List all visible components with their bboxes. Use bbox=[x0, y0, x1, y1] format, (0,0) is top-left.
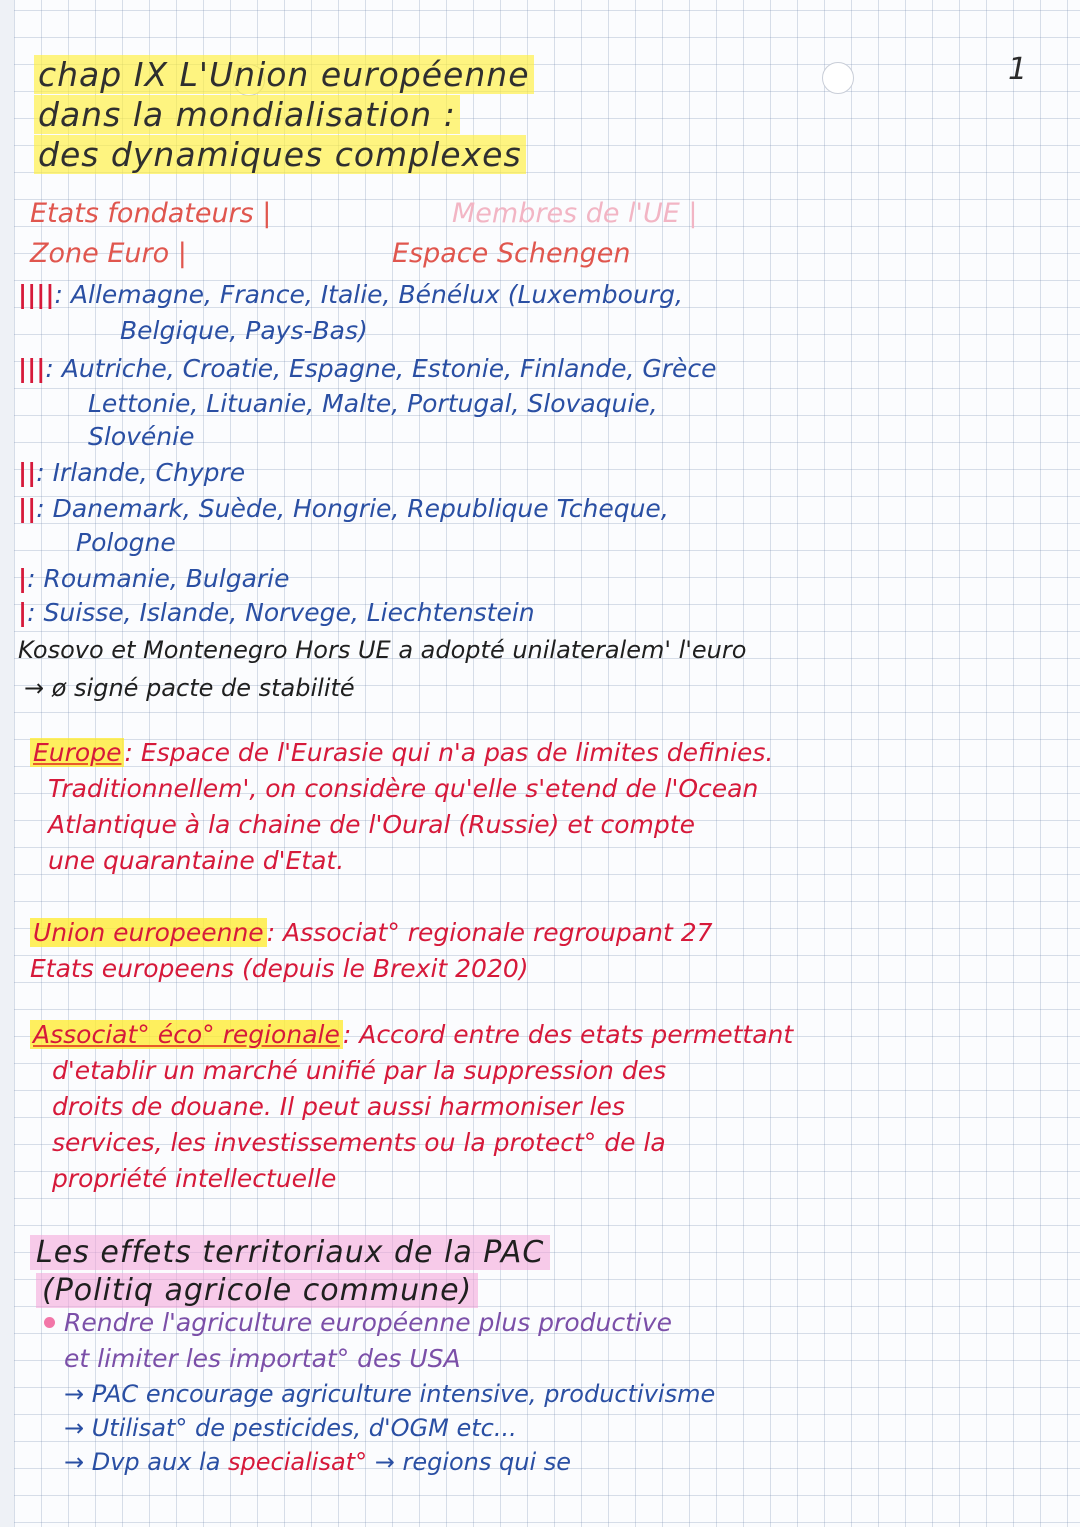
group-one-mark-a: |: Roumanie, Bulgarie bbox=[18, 564, 290, 593]
page-number: 1 bbox=[1008, 52, 1028, 87]
page-margin bbox=[0, 0, 14, 1527]
definition-europe-line-4: une quarantaine d'Etat. bbox=[48, 846, 345, 875]
group-three-marks-line-3: Slovénie bbox=[88, 422, 195, 451]
pac-arrow-item-3: → Dvp aux la specialisat° → regions qui se bbox=[64, 1448, 572, 1476]
group-three-marks-line-2: Lettonie, Lituanie, Malte, Portugal, Slovaquie, bbox=[88, 389, 658, 418]
bullet-dot-icon bbox=[44, 1317, 55, 1328]
group-one-mark-b: |: Suisse, Islande, Norvege, Liechtenstein bbox=[18, 598, 535, 627]
chapter-title-line-3: des dynamiques complexes bbox=[34, 138, 526, 171]
punch-hole bbox=[822, 62, 854, 94]
definition-assoc-line-3: droits de douane. Il peut aussi harmoniser les bbox=[52, 1092, 625, 1121]
legend-founders: Etats fondateurs | bbox=[30, 198, 272, 229]
definition-assoc-line-2: d'etablir un marché unifié par la suppression des bbox=[52, 1056, 667, 1085]
pac-arrow-item-1: → PAC encourage agriculture intensive, productivisme bbox=[64, 1380, 716, 1408]
definition-assoc-line-4: services, les investissements ou la protect° de la bbox=[52, 1128, 666, 1157]
kosovo-note-line-1: Kosovo et Montenegro Hors UE a adopté unilateralem' l'euro bbox=[18, 636, 747, 664]
definition-europe-line-3: Atlantique à la chaine de l'Oural (Russie) et compte bbox=[48, 810, 695, 839]
group-four-marks-line-2: Belgique, Pays-Bas) bbox=[120, 316, 368, 345]
pac-bullet-line-1: Rendre l'agriculture européenne plus productive bbox=[64, 1308, 672, 1337]
kosovo-note-line-2: → ø signé pacte de stabilité bbox=[24, 674, 355, 702]
chapter-title-line-2: dans la mondialisation : bbox=[34, 98, 460, 131]
group-four-marks-line-1: ||||: Allemagne, France, Italie, Bénélux (Luxembourg, bbox=[18, 280, 683, 309]
group-two-marks-a: ||: Irlande, Chypre bbox=[18, 458, 246, 487]
pac-arrow-item-2: → Utilisat° de pesticides, d'OGM etc... bbox=[64, 1414, 517, 1442]
legend-euro: Zone Euro | bbox=[30, 238, 187, 269]
definition-ue-line-1: Union europeenne : Associat° regionale regroupant 27 bbox=[30, 920, 713, 945]
legend-schengen: Espace Schengen bbox=[392, 238, 631, 269]
definition-europe-line-1: Europe : Espace de l'Eurasie qui n'a pas de limites definies. bbox=[30, 740, 773, 765]
definition-assoc-line-5: propriété intellectuelle bbox=[52, 1164, 337, 1193]
chapter-title-line-1: chap IX L'Union européenne bbox=[34, 58, 534, 91]
group-three-marks-line-1: |||: Autriche, Croatie, Espagne, Estonie, Finlande, Grèce bbox=[18, 354, 717, 383]
legend-members: Membres de l'UE | bbox=[452, 198, 698, 229]
pac-heading-line-1: Les effets territoriaux de la PAC bbox=[30, 1238, 550, 1268]
group-two-marks-b-line-1: ||: Danemark, Suède, Hongrie, Republique Tcheque, bbox=[18, 494, 669, 523]
group-two-marks-b-line-2: Pologne bbox=[76, 528, 176, 557]
pac-bullet-line-2: et limiter les importat° des USA bbox=[64, 1344, 461, 1373]
pac-heading-line-2: (Politiq agricole commune) bbox=[36, 1276, 478, 1306]
definition-assoc-line-1: Associat° éco° regionale : Accord entre des etats permettant bbox=[30, 1022, 793, 1047]
definition-europe-line-2: Traditionnellem', on considère qu'elle s'etend de l'Ocean bbox=[48, 774, 759, 803]
definition-ue-line-2: Etats europeens (depuis le Brexit 2020) bbox=[30, 954, 529, 983]
